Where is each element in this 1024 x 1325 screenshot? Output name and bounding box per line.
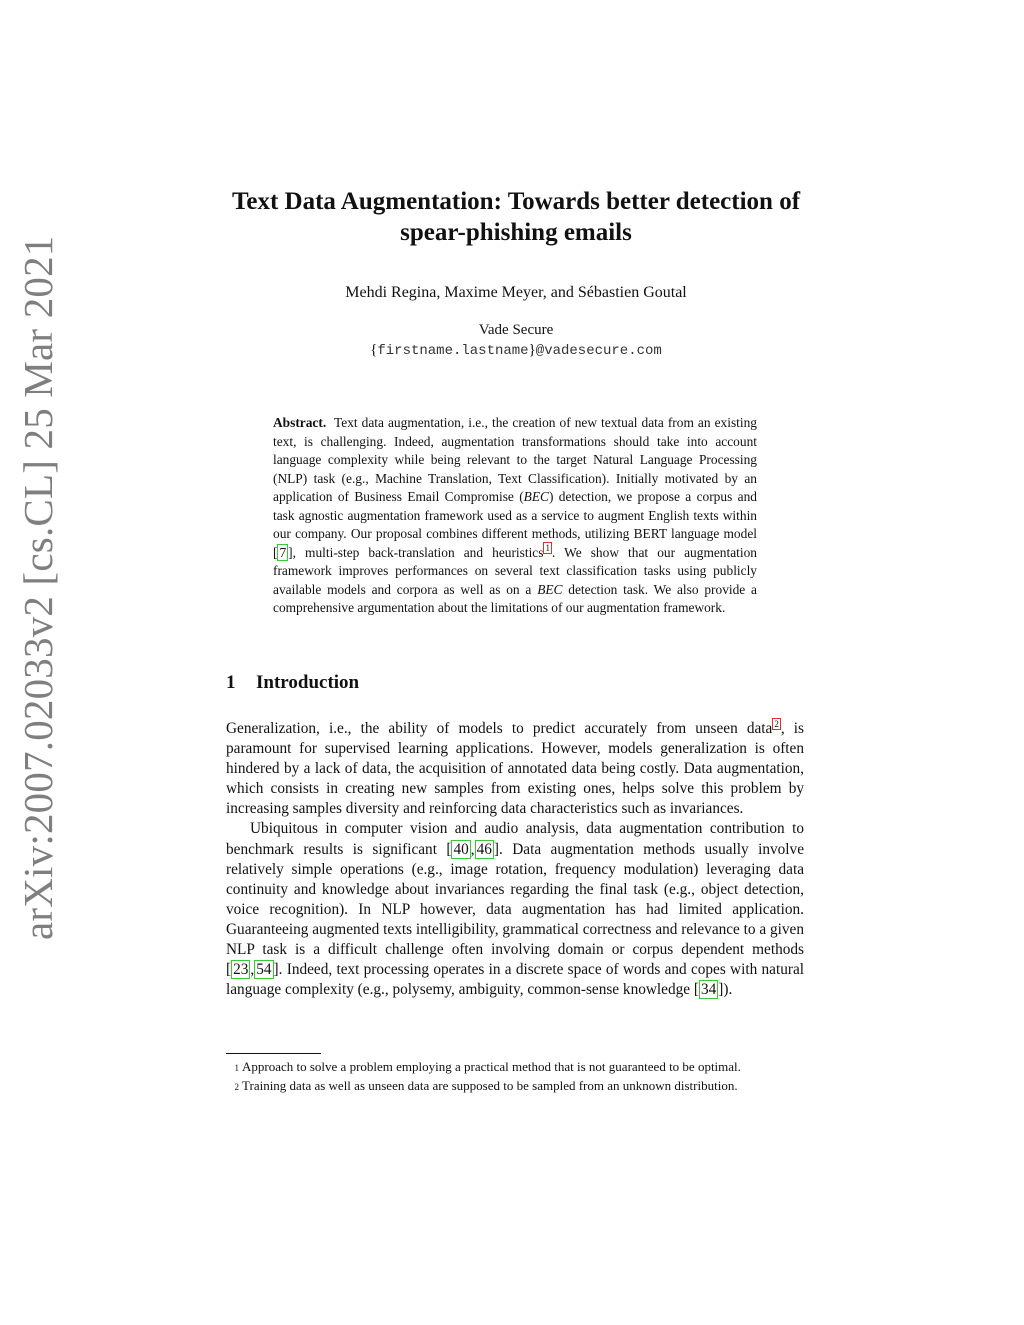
introduction-body <box>226 719 804 1000</box>
email-name: firstname.lastname <box>377 343 529 359</box>
paragraph-text: ]. Indeed, text processing operates in a discrete space of words and copes with natural language complexity (e.g., polysemy, ambiguity, common-sense knowledge [ <box>226 961 804 999</box>
citation-separator: , <box>470 840 475 858</box>
paragraph-text: , is paramount for supervised learning applications. However, models generalization is often hindered by a lack of data, the acquisition of annotated data being costly. Data augmentation, which consists in creating new samples from existing ones, helps solve this problem by increasing samples diversity and reinforcing data characteristics such as invariances. <box>226 720 804 818</box>
abstract-text: . We show that our augmentation framework improves performances on several text classification tasks using publicly available models and corpora as well as on a <box>273 544 757 597</box>
abstract-bec-term: BEC <box>537 581 563 597</box>
title-line-1: Text Data Augmentation: Towards better detection of <box>231 188 801 215</box>
email-open-brace: { <box>370 342 378 358</box>
section-number: 1 <box>226 672 236 693</box>
affiliation-block <box>226 320 806 361</box>
footnote-text: Approach to solve a problem employing a practical method that is not guaranteed to be optimal. <box>242 1059 741 1074</box>
paragraph-2 <box>226 819 804 1000</box>
author-list: Mehdi Regina, Maxime Meyer, and Sébastien Goutal <box>345 284 687 301</box>
paragraph-text: ]. Data augmentation methods usually involve relatively simple operations (e.g., image rotation, frequency modulation) leveraging data continuity and knowledge about invariances regarding the final task (e.g., object detection, voice recognition). In NLP however, data augmentation has had limited application. Guaranteeing augmented texts intelligibility, grammatical correctness and relevance to a given NLP task is a difficult challenge often involving domain or corpus dependent methods [ <box>226 840 804 979</box>
abstract-text: ) detection, we propose a corpus and task agnostic augmentation framework used as a service to augment English texts within our company. Our proposal combines different methods, utilizing BERT language model [ <box>273 489 757 560</box>
citation-link-7[interactable]: 7 <box>279 544 287 560</box>
abstract-label: Abstract. <box>273 415 327 430</box>
citation-link-23[interactable]: 23 <box>233 961 249 979</box>
footnote-mark: 2 <box>234 1082 239 1092</box>
email-close-brace: } <box>528 342 536 358</box>
citation-link-34[interactable]: 34 <box>700 981 717 999</box>
paragraph-text: Ubiquitous in computer vision and audio analysis, data augmentation contribution to benchmark results is significant [ <box>226 820 804 858</box>
paragraph-text: ]). <box>718 981 733 999</box>
abstract-text: ], multi-step back-translation and heuristics <box>288 544 544 560</box>
footnotes <box>226 1058 804 1096</box>
footnote-divider <box>226 1053 321 1054</box>
title-line-2: spear-phishing emails <box>400 219 632 246</box>
citation-link-40[interactable]: 40 <box>453 840 469 858</box>
abstract-text: Text data augmentation, i.e., the creation of new textual data from an existing text, is challenging. Indeed, augmentation transformations should take into account language complexity while being relevant to the target Natural Language Processing (NLP) task (e.g., Machine Translation, Text Classification). Initially motivated by an application of Business Email Compromise ( <box>273 415 757 504</box>
citation-separator: , <box>250 961 255 979</box>
citation-link-46[interactable]: 46 <box>476 840 492 858</box>
footnote-ref-1[interactable]: 1 <box>545 543 550 554</box>
arxiv-identifier-stamp: arXiv:2007.02033v2 [cs.CL] 25 Mar 2021 <box>15 235 61 940</box>
section-heading-introduction <box>226 672 359 694</box>
footnote-text: Training data as well as unseen data are supposed to be sampled from an unknown distribution. <box>242 1078 738 1093</box>
footnote-ref-2[interactable]: 2 <box>774 718 779 729</box>
paragraph-text: Generalization, i.e., the ability of models to predict accurately from unseen data <box>226 720 773 737</box>
email-domain: @vadesecure.com <box>535 343 662 359</box>
footnote-2 <box>226 1077 804 1096</box>
abstract-text: detection task. We also provide a comprehensive argumentation about the limitations of our augmentation framework. <box>273 581 757 615</box>
paper-title <box>206 186 826 248</box>
footnote-1 <box>226 1058 804 1077</box>
contact-email <box>226 340 806 361</box>
section-title: Introduction <box>256 672 360 693</box>
affiliation-name: Vade Secure <box>478 322 554 338</box>
paragraph-1 <box>226 719 804 819</box>
abstract-bec-term: BEC <box>523 489 549 504</box>
footnote-mark: 1 <box>234 1063 239 1073</box>
citation-link-54[interactable]: 54 <box>256 961 272 979</box>
abstract <box>273 414 757 618</box>
